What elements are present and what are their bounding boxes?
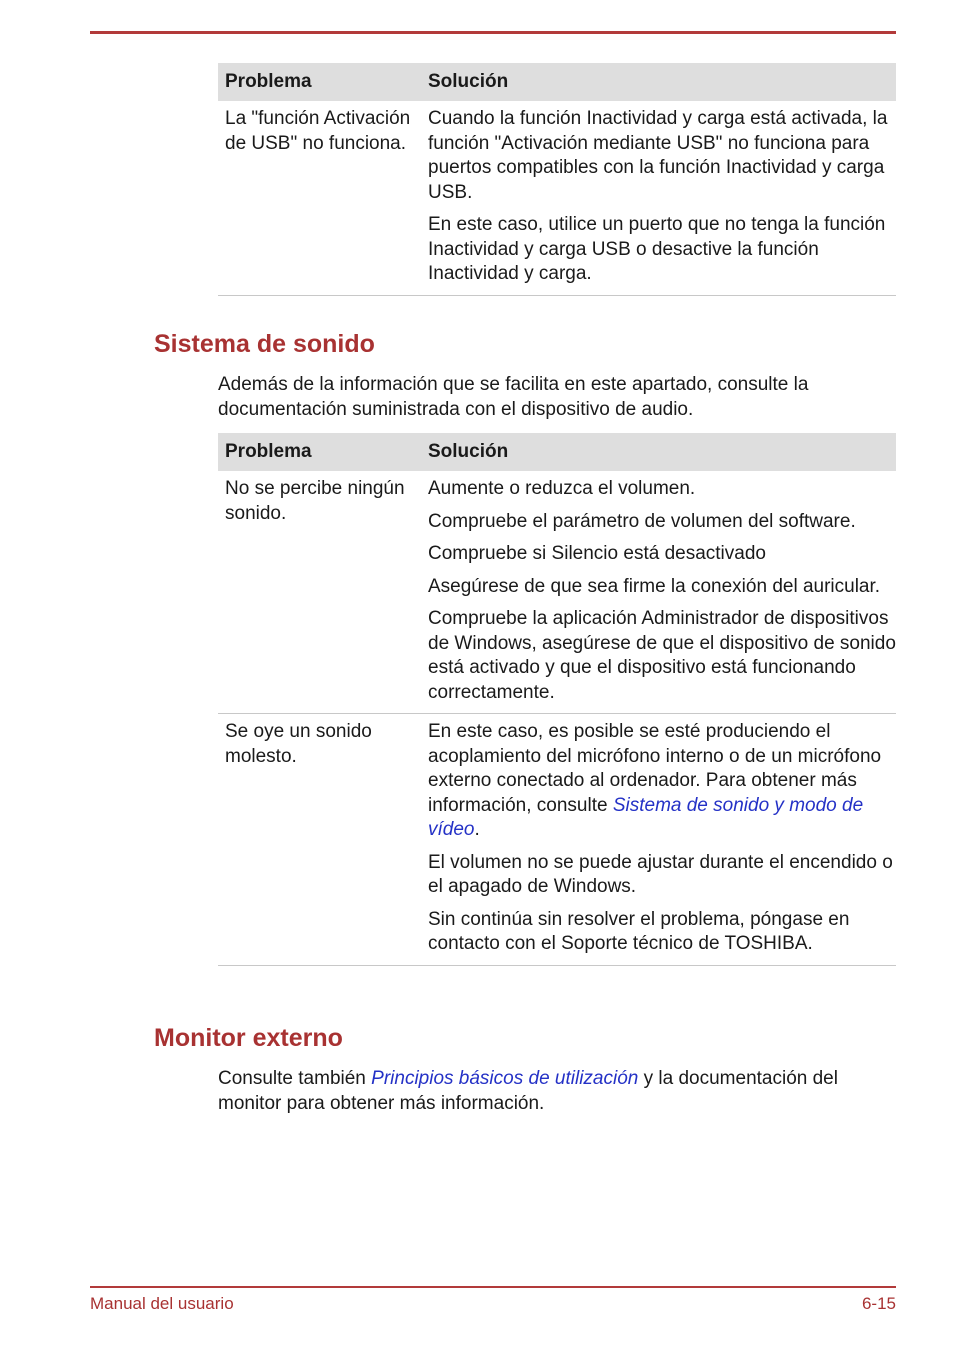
section-intro-sound: Además de la información que se facilita en este apartado, consulte la documentación suministrada con el dispositivo de audio. <box>218 374 809 420</box>
basic-principles-link[interactable]: Principios básicos de utilización <box>371 1068 639 1089</box>
solution-text: Compruebe si Silencio está desactivado <box>428 543 766 564</box>
bottom-rule <box>90 1286 896 1288</box>
top-rule <box>90 31 896 34</box>
problem-cell: La "función Activación de USB" no funciona. <box>225 108 411 154</box>
header-solution: Solución <box>428 440 509 462</box>
header-problem: Problema <box>225 70 312 92</box>
solution-text-end: . <box>474 819 480 840</box>
table-row <box>218 714 896 966</box>
table-row <box>218 101 896 296</box>
solution-text <box>428 720 896 843</box>
header-solution: Solución <box>428 70 509 92</box>
table-header <box>218 63 896 101</box>
solution-text: Sin continúa sin resolver el problema, póngase en contacto con el Soporte técnico de TOSHIBA. <box>428 908 850 954</box>
section-intro-monitor <box>218 1067 896 1116</box>
solution-text-start: En este caso, es posible se esté produciendo el acoplamiento del micrófono interno o de un micrófono externo conectado al ordenador. Para obtener más información, consulte <box>428 721 882 816</box>
problem-cell: No se percibe ningún sonido. <box>225 478 405 524</box>
solution-text: Asegúrese de que sea firme la conexión del auricular. <box>428 575 881 597</box>
section-title-monitor: Monitor externo <box>154 1024 343 1052</box>
section-title-sound: Sistema de sonido <box>154 330 375 358</box>
solution-text: En este caso, utilice un puerto que no tenga la función Inactividad y carga USB o desactive la función Inactividad y carga. <box>428 214 886 284</box>
page-number: 6-15 <box>861 1294 896 1313</box>
table-row <box>218 471 896 714</box>
solution-text: Compruebe la aplicación Administrador de dispositivos de Windows, asegúrese de que el dispositivo de sonido está activado y que el dispositivo está funcionando correctamente. <box>428 608 896 703</box>
solution-text: Cuando la función Inactividad y carga está activada, la función "Activación mediante USB" no funciona para puertos compatibles con la función Inactividad y carga USB. <box>428 108 888 203</box>
sound-table <box>218 433 896 966</box>
footer-manual-title: Manual del usuario <box>90 1294 234 1313</box>
usb-wake-table <box>218 63 896 296</box>
solution-text: Aumente o reduzca el volumen. <box>428 478 696 499</box>
sound-video-link[interactable]: Sistema de sonido y modo de vídeo <box>428 794 864 840</box>
solution-text: El volumen no se puede ajustar durante el encendido o el apagado de Windows. <box>428 851 893 897</box>
monitor-text-end: y la documentación del monitor para obtener más información. <box>218 1068 838 1114</box>
problem-cell: Se oye un sonido molesto. <box>225 721 372 767</box>
header-problem: Problema <box>225 440 312 462</box>
solution-text: Compruebe el parámetro de volumen del software. <box>428 510 856 532</box>
monitor-text-start: Consulte también <box>218 1068 372 1089</box>
table-header <box>218 433 896 471</box>
